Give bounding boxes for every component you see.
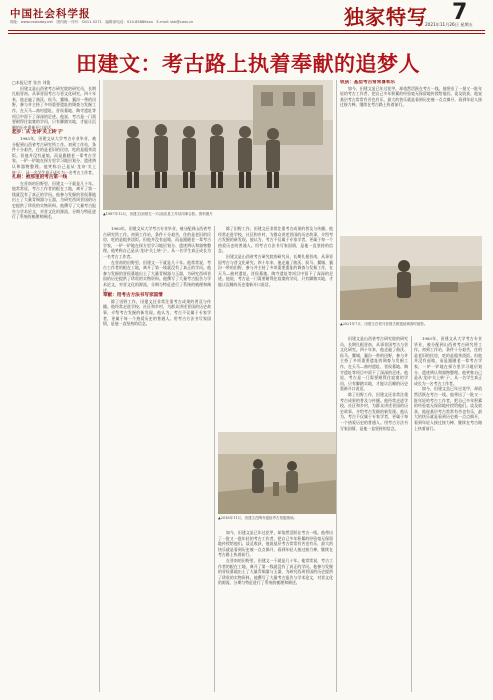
photo-caption: ▲2021年7月，田建文在侯马晋国古都遗址调查时留影。 <box>340 322 428 326</box>
paragraph: 1983年，田建文从大学考古专业毕业，被分配到山西省考古研究所工作。初到工作站，条件十分艰苦，住的是老旧的民房，吃的是粗茶淡饭。但他并没有退缩，而是跟随老一辈考古学家，一铲一铲地在探方里学习地层划分、遗迹辨认和器物整理。他笑称自己是从'龙诗'关上转'子'，从一名学生真正成长为一名考古工作者。 <box>414 336 482 386</box>
paragraph: 除了田野工作，田建文还非常注重考古成果的普及与传播。他经常走进学校、社区和乡村，为群众讲述晋国的历史故事，介绍考古发掘的新发现。他认为，考古不仅属于专家学者，更属于每一个热爱历史的普通人。用考古方法书写家国情，是他一直坚持的信念。 <box>103 298 211 327</box>
paragraph: 如今，田建文虽已年过花甲，却依然活跃在考古一线。他带出了一批又一批年轻的考古工作者，把自己多年积累的经验毫无保留地传授给他们。谈及收获，他说基层考古常常有苦也有乐，最大的快乐就是看到历史被一点点揭开，看到年轻人接过接力棒，继续在考古路上执着前行。 <box>218 530 333 558</box>
masthead-rule <box>8 30 485 31</box>
masthead <box>0 0 493 30</box>
paragraph: 除了田野工作，田建文还非常注重考古成果的普及与传播。他经常走进学校、社区和乡村，为群众讲述晋国的历史故事，介绍考古发掘的新发现。他认为，考古不仅属于专家学者，更属于每一个热爱历史的普通人。用考古方法书写家国情，是他一直坚持的信念。 <box>218 226 333 254</box>
subheading: 扎根：被那里的考古第一线 <box>12 175 68 181</box>
photo-illustration <box>103 80 333 210</box>
newspaper-logo: 中国社会科学报 <box>10 8 91 20</box>
text-column-4 <box>218 530 333 692</box>
photo-illustration <box>340 236 482 320</box>
paragraph: 在晋南的田野里，田建文一干就是几十年。他常常说，考古工作者的根在工地，离开了第一线就没有了真正的学问。他参与发掘的晋侯墓地出土了大量青铜器与玉器，为研究西周晋国的历史提供了珍贵的实物资料。他撰写了大量考古报告与学术论文，对晋文化的源流、分期与特征进行了系统的梳理和阐述。 <box>12 180 96 220</box>
column-rule <box>336 80 337 692</box>
text-column-right-top <box>340 80 482 230</box>
byline: □本报记者 张杰 刘俊 <box>12 80 51 85</box>
photo-illustration <box>218 432 336 514</box>
section-title: 独家特写 <box>344 5 428 29</box>
paragraph: 1983年，田建文从大学考古专业毕业，被分配到山西省考古研究所工作。初到工作站，条件十分艰苦，住的是老旧的民房，吃的是粗茶淡饭。但他并没有退缩，而是跟随老一辈考古学家，一铲一铲地在探方里学习地层划分、遗迹辨认和器物整理。他笑称自己是从'龙诗'关上转'子'，从一名学生真正成长为一名考古工作者。 <box>12 135 96 175</box>
paragraph: 如今，田建文虽已年过花甲，却依然活跃在考古一线。他带出了一批又一批年轻的考古工作者，把自己多年积累的经验毫无保留地传授给他们。谈及收获，他说基层考古常常有苦也有乐，最大的快乐就是看到历史被一点点揭开，看到年轻人接过接力棒，继续在考古路上执着前行。 <box>414 386 482 431</box>
paragraph: 在晋南的田野里，田建文一干就是几十年。他常常说，考古工作者的根在工地，离开了第一线就没有了真正的学问。他参与发掘的晋侯墓地出土了大量青铜器与玉器，为研究西周晋国的历史提供了珍贵的实物资料。他撰写了大量考古报告与学术论文，对晋文化的源流、分期与特征进行了系统的梳理和阐述。 <box>218 557 333 586</box>
paragraph: 田建文是山西省考古研究院的研究员，长期扎根晋南，从事晋国考古与晋文化研究。四十年来，他走遍了曲沃、侯马、翼城、襄汾一带的田野，参与并主持了多项重要遗址的调查与发掘工作，在天马—曲村遗址、晋侯墓地、陶寺遗址等项目中留下了深深的足迹。他说，考古是一门需要耐得住寂寞的学问，只有脚踏实地，才能让沉睡的历史重新开口说话。 <box>218 253 333 287</box>
headline: 田建文：考古路上执着奉献的追梦人 <box>76 52 420 76</box>
text-column-5 <box>340 336 408 692</box>
column-rule <box>99 80 100 692</box>
masthead-rule-thin <box>8 33 485 34</box>
text-column-3 <box>218 226 333 426</box>
paragraph: 田建文是山西省考古研究院的研究员，长期扎根晋南，从事晋国考古与晋文化研究。四十年来，他走遍了曲沃、侯马、翼城、襄汾一带的田野，参与并主持了多项重要遗址的调查与发掘工作，在天马—曲村遗址、晋侯墓地、陶寺遗址等项目中留下了深深的足迹。他说，考古是一门需要耐得住寂寞的学问，只有脚踏实地，才能让沉睡的历史重新开口说话。 <box>340 336 408 392</box>
photo-caption: ▲2016年11月，田建文在陶寺遗址考古发掘现场。 <box>218 516 298 520</box>
issue-date: 2021年11月26日 星期五 <box>425 22 473 27</box>
excavation-photo <box>218 432 336 514</box>
subheading: 收获：基层考古常常喜和乐 <box>340 80 396 85</box>
text-column-1 <box>12 80 96 692</box>
paragraph: 1983年，田建文从大学考古专业毕业，被分配到山西省考古研究所工作。初到工作站，条件十分艰苦，住的是老旧的民房，吃的是粗茶淡饭。但他并没有退缩，而是跟随老一辈考古学家，一铲一铲地在探方里学习地层划分、遗迹辨认和器物整理。他笑称自己是从'龙诗'关上转'子'，从一名学生真正成长为一名考古工作者。 <box>103 226 211 259</box>
text-column-2 <box>103 226 211 692</box>
text-column-6 <box>414 336 482 692</box>
column-rule <box>214 226 215 692</box>
paragraph: 如今，田建文虽已年过花甲，却依然活跃在考古一线。他带出了一批又一批年轻的考古工作者，把自己多年积累的经验毫无保留地传授给他们。谈及收获，他说基层考古常常有苦也有乐，最大的快乐就是看到历史被一点点揭开，看到年轻人接过接力棒，继续在考古路上执着前行。 <box>340 85 482 108</box>
paragraph: 除了田野工作，田建文还非常注重考古成果的普及与传播。他经常走进学校、社区和乡村，为群众讲述晋国的历史故事，介绍考古发掘的新发现。他认为，考古不仅属于专家学者，更属于每一个热爱历史的普通人。用考古方法书写家国情，是他一直坚持的信念。 <box>340 391 408 431</box>
group-photo <box>103 80 333 210</box>
photo-caption: ▲1987年12月，田建文(前排左一)与曲沃县工作站同事合影。资料图片 <box>103 212 213 216</box>
column-rule <box>411 336 412 692</box>
page-number: 7 <box>452 0 468 25</box>
subheading: 奉献：用考古方法书写家国情 <box>103 293 163 299</box>
subheading: 起步：从'龙诗'关上转'子' <box>12 130 64 136</box>
field-survey-photo <box>340 236 482 320</box>
paragraph: 田建文是山西省考古研究院的研究员，长期扎根晋南，从事晋国考古与晋文化研究。四十年来，他走遍了曲沃、侯马、翼城、襄汾一带的田野，参与并主持了多项重要遗址的调查与发掘工作，在天马—曲村遗址、晋侯墓地、陶寺遗址等项目中留下了深深的足迹。他说，考古是一门需要耐得住寂寞的学问，只有脚踏实地，才能让沉睡的历史重新开口说话。 <box>12 85 96 130</box>
masthead-info: 网址：www.csstoday.net 国内统一刊号：CN11-0271 编辑部电话：010-85886xxx E-mail: skb@cass.cn <box>10 20 194 24</box>
paragraph: 在晋南的田野里，田建文一干就是几十年。他常常说，考古工作者的根在工地，离开了第一线就没有了真正的学问。他参与发掘的晋侯墓地出土了大量青铜器与玉器，为研究西周晋国的历史提供了珍贵的实物资料。他撰写了大量考古报告与学术论文，对晋文化的源流、分期与特征进行了系统的梳理和阐述。 <box>103 259 211 293</box>
